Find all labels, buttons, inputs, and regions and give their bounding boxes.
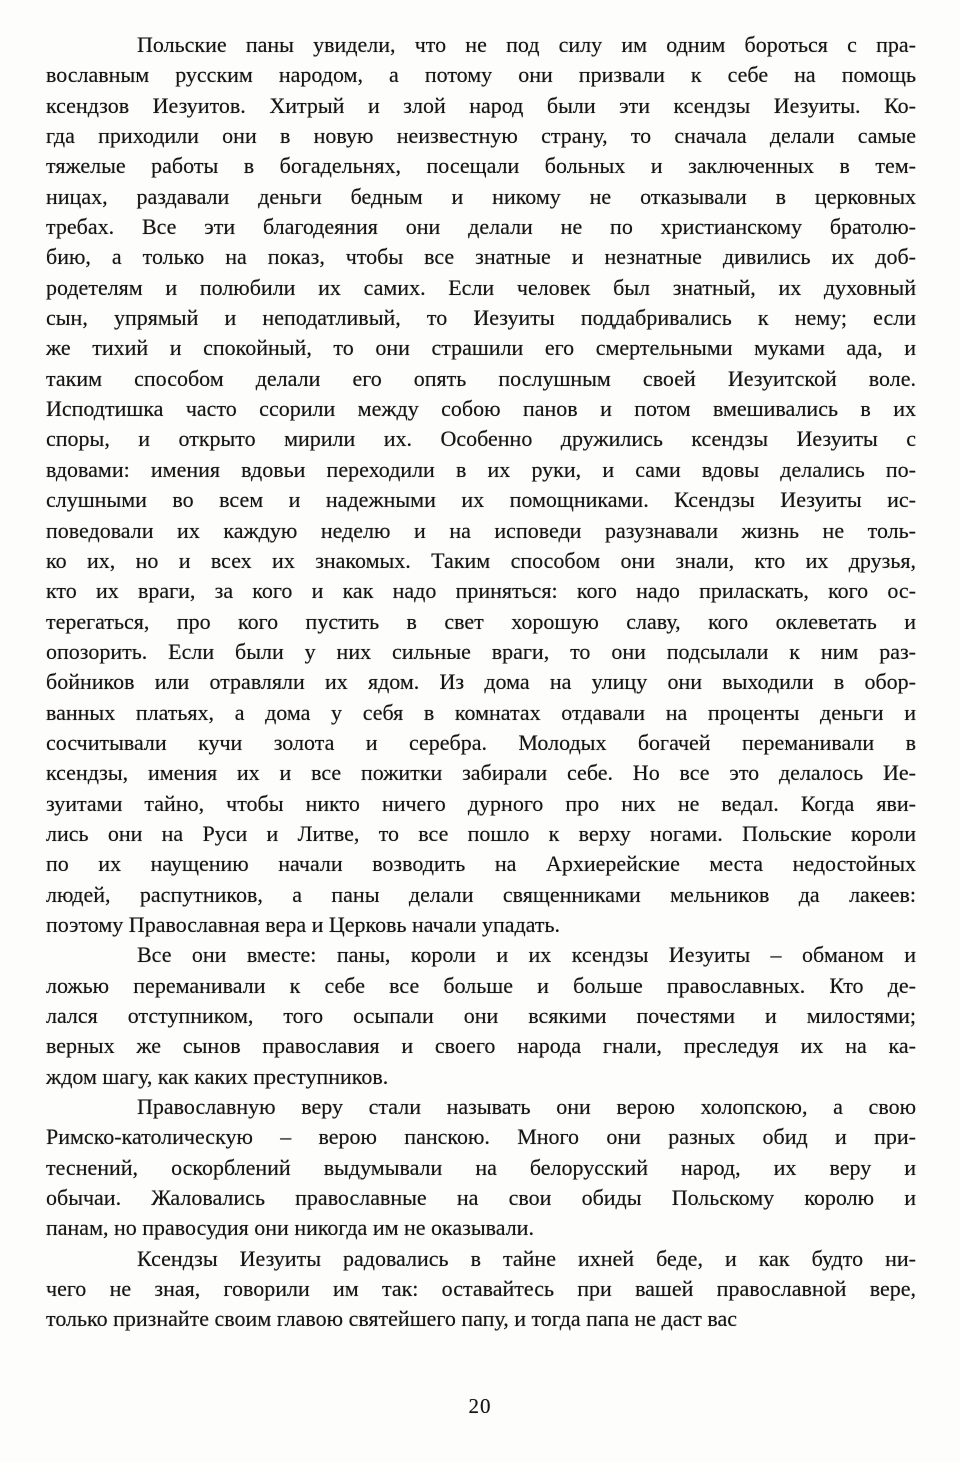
text-line: верных же сынов православия и своего народа гнали, преследуя их на ка- [46, 1033, 916, 1059]
text-line: ницах, раздавали деньги бедным и никому не отказывали в церковных [46, 183, 916, 209]
text-line: опозорить. Если были у них сильные враги, то они подсылали к ним раз- [46, 638, 916, 664]
text-line: родетелям и полюбили их самих. Если человек был знатный, их духовный [46, 274, 916, 300]
page-text [46, 30, 916, 1335]
text-line: сосчитывали кучи золота и серебра. Молодых богачей переманивали в [46, 729, 916, 755]
text-line: поведовали их каждую неделю и на исповеди разузнавали жизнь не толь- [46, 517, 916, 543]
text-line: Православную веру стали называть они верою холопскою, а свою [137, 1094, 916, 1120]
text-line: терегаться, про кого пустить в свет хорошую славу, кого оклеветать и [46, 608, 916, 634]
text-line: ванных платьях, а дома у себя в комнатах отдавали на проценты деньги и [46, 699, 916, 725]
text-line: только признайте своим главою святейшего папу, и тогда папа не даст вас [46, 1306, 737, 1332]
text-line: лись они на Руси и Литве, то все пошло к верху ногами. Польские короли [46, 820, 916, 846]
text-line: Исподтишка часто ссорили между собою панов и потом вмешивались в их [46, 396, 916, 422]
text-line: таким способом делали его опять послушным своей Иезуитской воле. [46, 365, 916, 391]
text-line: тяжелые работы в богадельнях, посещали больных и заключенных в тем- [46, 153, 916, 179]
text-line: панам, но правосудия они никогда им не оказывали. [46, 1215, 534, 1241]
text-line: Ксендзы Иезуиты радовались в тайне ихней беде, и как будто ни- [137, 1245, 916, 1271]
text-line: слушными во всем и надежными их помощниками. Ксендзы Иезуиты ис- [46, 487, 916, 513]
text-line: обычаи. Жаловались православные на свои обиды Польскому королю и [46, 1185, 916, 1211]
text-line: Римско-католическую – верою панскою. Много они разных обид и при- [46, 1124, 916, 1150]
text-line: ксендзы, имения их и все пожитки забирали себе. Но все это делалось Ие- [46, 760, 916, 786]
text-line: вославным русским народом, а потому они призвали к себе на помощь [46, 62, 916, 88]
text-line: людей, распутников, а паны делали священниками мельников да лакеев: [46, 881, 916, 907]
text-line: гда приходили они в новую неизвестную страну, то сначала делали самые [46, 123, 916, 149]
text-line: же тихий и спокойный, то они страшили его смертельными муками ада, и [46, 335, 916, 361]
text-line: Все они вместе: паны, короли и их ксендзы Иезуиты – обманом и [137, 942, 916, 968]
text-line: ложью переманивали к себе все больше и больше православных. Кто де- [46, 972, 916, 998]
text-line: чего не зная, говорили им так: оставайтесь при вашей православной вере, [46, 1276, 916, 1302]
text-line: сын, упрямый и неподатливый, то Иезуиты поддабривались к нему; если [46, 305, 916, 331]
text-line: лался отступником, того осыпали они всякими почестями и милостями; [46, 1003, 916, 1028]
text-line: ксендзов Иезуитов. Хитрый и злой народ были эти ксендзы Иезуиты. Ко- [46, 92, 916, 118]
text-line: теснений, оскорблений выдумывали на белорусский народ, их веру и [46, 1154, 916, 1180]
text-line: ждом шагу, как каких преступников. [46, 1063, 389, 1089]
text-line: вдовами: имения вдовьи переходили в их руки, и сами вдовы делались по- [46, 456, 916, 482]
page-number: 20 [468, 1394, 492, 1418]
text-line: Польские паны увидели, что не под силу им одним бороться с пра- [137, 32, 916, 57]
text-line: ко их, но и всех их знакомых. Таким способом они знали, кто их друзья, [46, 547, 916, 573]
text-line: споры, и открыто мирили их. Особенно дружились ксендзы Иезуиты с [46, 426, 916, 452]
text-line: бойников или отравляли их ядом. Из дома на улицу они выходили в обор- [46, 669, 916, 695]
text-line: требах. Все эти благодеяния они делали не по христианскому братолю- [46, 214, 916, 240]
text-line: по их наущению начали возводить на Архиерейские места недостойных [46, 851, 916, 877]
text-line: кто их враги, за кого и как надо приняться: кого надо приласкать, кого ос- [46, 578, 916, 604]
text-line: поэтому Православная вера и Церковь начали упадать. [46, 911, 561, 937]
text-line: зуитами тайно, чтобы никто ничего дурного про них не ведал. Когда яви- [46, 790, 916, 816]
text-line: бию, а только на показ, чтобы все знатные и незнатные дивились их доб- [46, 244, 916, 270]
